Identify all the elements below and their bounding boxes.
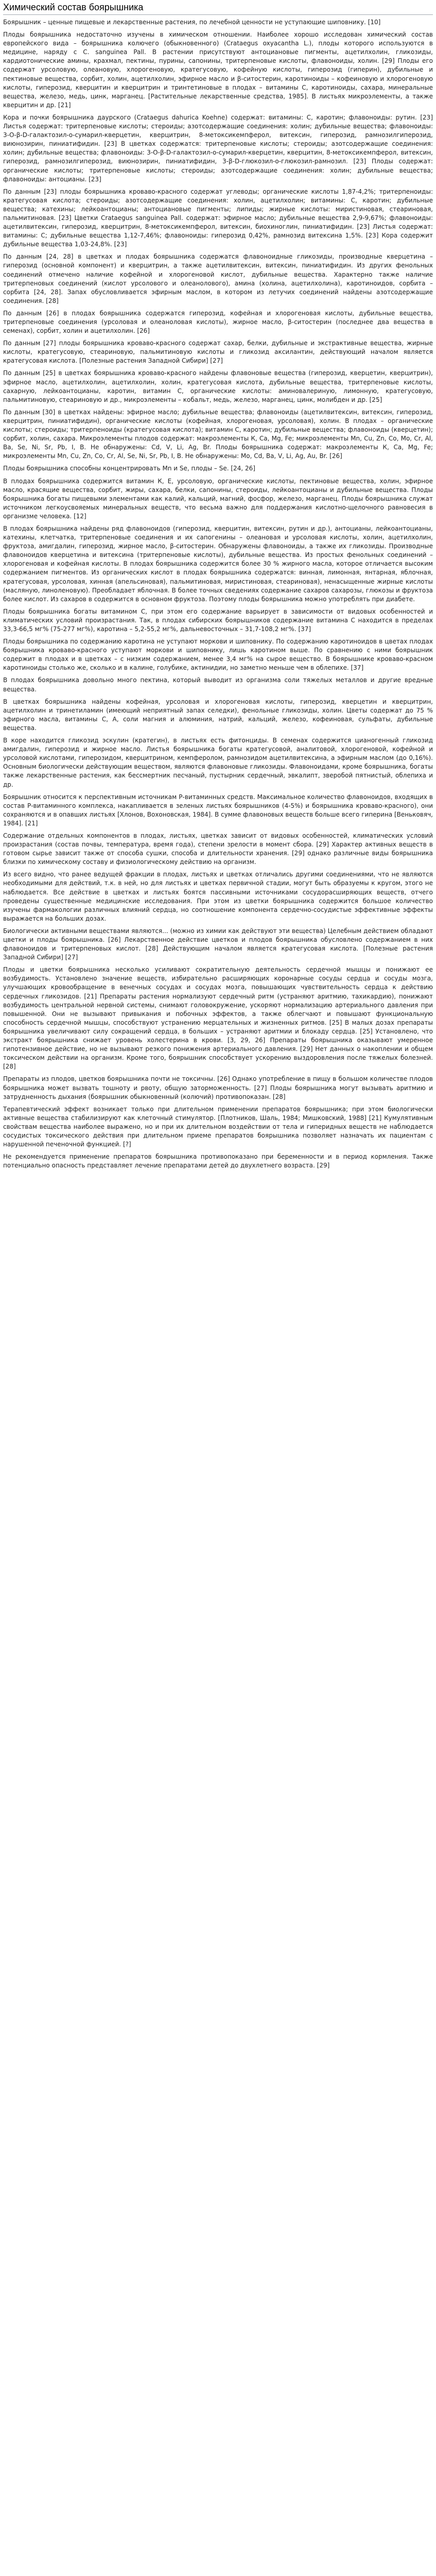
article — [0, 0, 436, 1177]
paragraph: Не рекомендуется применение препаратов боярышника противопоказано при беременности и в период кормления. Также потенциально опасность представляет лечение препаратами детей до двухлетнего возраста. [29] — [3, 1153, 433, 1170]
paragraph: Плоды боярышника недостаточно изучены в химическом отношении. Наиболее хорошо исследован химический состав европейского вида – боярышника колючего (обыкновенного) (Crataegus oxyacantha L.), плоды которого используются в медицине, наряду с C. sanguinea Pall. В растении присутствуют антоциановые пигменты, ацетилхолин, гликозиды, кардиотонические амины, крахмал, пектины, пурины, сапонины, тритерпеновые кислоты, флавоноиды, холин. [29] Плоды его содержат урсоловую, олеановую, хлорогеновую, кратегусовую, кофейную кислоты, гиперозид (гиперин), дубильные и пектиновые вещества, сорбит, холин, ацетилхолин, эфирное масло и β-ситостерин, каротиноиды – кофеиновую и хлорогеновую кислоты, гиперозид, кверцитин и кверцитрин и тринтетиновые в плодах – витамины С, каротиноиды, сахара, минеральные вещества, железо, медь, цинк, марганец. [Растительные лекарственные средства, 1985]. В листьях микроэлементы, а также кверцитин и др. [21] — [3, 31, 433, 109]
paragraph: Плоды боярышника богаты витамином С, при этом его содержание варьирует в зависимости от видовых особенностей и климатических условий произрастания. Так, в плодах сибирских боярышников содержание витамина С находится в пределах 33,3-66,5 мг% (75-277 мг%), каротина – 5,2-55,2 мг%, дальневосточных – 31,7-108,2 мг%. [37] — [3, 607, 433, 633]
article-title: Химический состав боярышника — [3, 2, 433, 15]
paragraph: По данным [25] в цветках боярышника кроваво-красного найдены флавоновые вещества (гиперозид, кверцетин, кверцитрин), эфирное масло, ацетилхолин, ацетилхолин, холин, кратегусовая кислота, дубильные вещества, тритерпеновые кислоты, сахарную, лейкоантоцианы, каротин, витамин С, органические кислоты: аминовалериную, лимонную, кратегусовую, пальмитиновую, стеариновую и др., микроэлементы – кобальт, медь, железо, марганец, цинк, молибден и др. [25] — [3, 369, 433, 403]
paragraph: Плоды боярышника способны концентрировать Mn и Se, плоды – Se. [24, 26] — [3, 465, 255, 472]
paragraph: Содержание отдельных компонентов в плодах, листьях, цветках зависит от видовых особенностей, климатических условий произрастания (состав почвы, температура, время года), степени зрелости в момент сбора. [29] Характер активных веществ в готовом сырье зависит также от способа сушки, способа и длительности хранения. [29] однако различные виды боярышника близки по химическому составу и физиологическому действию на организм. — [3, 832, 433, 866]
paragraph: В коре находится гликозид эскулин (кратегин), в листьях есть фитонциды. В семенах содержится цианогенный гликозид амигдалин, гиперозид и жирное масло. Листья боярышника богаты кратегусовой, аналитовой, хлорогеновой, кофейной и урсоловой кислотами, гиперозидом, кверцитрином, кемпферолом, рамнозидом ацетилвитексина, а эфирным маслом (до 0,16%). Основным биологически действующим веществом, являются флавоновые гликозиды. Флавоноидами, кроме боярышника, богаты также лекарственные растения, как бессмертник песчаный, пустырник сердечный, эвкалипт, зверобой пятнистый, облепиха и др. — [3, 737, 433, 788]
paragraph: В плодах боярышника довольно много пектина, который выводит из организма соли тяжелых металлов и другие вредные вещества. — [3, 676, 433, 693]
paragraph: Боярышник относится к перспективным источникам Р-витаминных средств. Максимальное количество флавоноидов, входящих в состав Р-витаминного комплекса, накапливается в зеленых листьях боярышников (4-5%) и боярышника кроваво-красного), они сохраняются и в опавших листьях [Хлонов, Вохоновская, 1984]. В сумме флавоновых веществ больше всего гиперина [Веньковяч, 1984]. [21] — [3, 793, 433, 827]
paragraph: В плодах боярышника содержится витамин К, Е, урсоловую, органические кислоты, пектиновые вещества, холин, эфирное масло, красящие вещества, сорбит, жиры, сахара, белки, сапонины, стероиды, лейкоантоцианы и дубильные вещества. Плоды боярышника богаты пищевыми элементами как калий, кальций, магний, фосфор, железо, марганец. Плоды боярышника служат источником легкоусвояемых минеральных веществ, что весьма важно для поддержания кислотно-щелочного равновесия в организме человека. [12] — [3, 477, 433, 520]
paragraph: По данным [26] в плодах боярышника содержатся гиперозид, кофейная и хлорогеновая кислоты, дубильные вещества, тритерпеновые соединения (урсоловая и олеаноловая кислоты), жирное масло, β-ситостерин (последнее два вещества в семенах), сорбит, холин и ацетилхолин. [26] — [3, 309, 433, 335]
paragraph: Препараты из плодов, цветков боярышника почти не токсичны. [26] Однако употребление в пищу в большом количестве плодов боярышника может вызвать тошноту и рвоту, общую заторможенность. [27] Плоды боярышника могут вызывать аритмию и затрудненность дыхания (боярышник обыкновенный (колючий) противопоказан. [28] — [3, 1075, 433, 1100]
paragraph: Из всего видно, что ранее ведущей фракции в плодах, листьях и цветках отличались другими соединениями, что не являются необходимыми для действий, т.к. в ней, но для листьях и цветках первичной стадии, могут быть образуемы к кругом, этого не наблюдается. Все действие в цветках и листьях боятся пассивными источниками сосудорасширяющих веществ, отчего проведены существенные медицинские исследования. При этом из цветки боярышника содержится большое количество изучены фармакологии различных влияний сердца, но соотношение компонента сердечно-сосудистые эффективные эффекты выражается на больших дозах. — [3, 871, 433, 922]
paragraph: Плоды и цветки боярышника несколько усиливают сократительную деятельность сердечной мышцы и понижают ее возбудимость. Установлено значение веществ, избирательно расширяющих коронарные сосуды сердца и сосуды мозга, улучшающих кровообращение в венечных сосудах и сосудах мозга, повышающих чувствительность сердца к действию сердечных гликозидов. [21] Препараты растения нормализуют сердечный ритм (устраняют аритмию, тахикардию), понижают возбудимость центральной нервной системы, снимают головокружение, ускоряют нормализацию артериального давления при повышенной. Они не вызывают привыкания и побочных эффектов, а также облегчают и повышают функциональную способность сердечной мышцы, способствуют устранению мерцательных и жизненных ритмов. [25] В малых дозах препараты боярышника увеличивают силу сокращений сердца, в больших – устраняют аритмии и блокаду сердца. [25] Установлено, что экстракт боярышника снижает уровень холестерина в крови. [3, 29, 26] Препараты боярышника оказывают умеренное гипотензивное действие, но не вызывают резкого понижения артериального давления. [29] Нет данных о накоплении и общем токсическом действии на организм. Кроме того, боярышник способствует ускорению выздоровления после тяжелых болезней. [28] — [3, 966, 433, 1071]
paragraph: Плоды боярышника по содержанию каротина не уступают моркови и шиповнику. По содержанию каротиноидов в цветах плодах боярышника кроваво-красного уступают моркови и шиповнику, лишь каротином выше. По сравнению с ними боярышник содержит в плодах и в цветках – с низким содержанием, менее 3,4 мг% на сырое вещество. В боярышнике кроваво-красном каротиноиды столько же, сколько и в калине, голубике, актинидии, но заметно меньше чем в облепихе. [37] — [3, 638, 433, 672]
paragraph: В плодах боярышника найдены ряд флавоноидов (гиперозид, кверцитин, витексин, рутин и др.), антоцианы, лейкоантоцианы, катехины, клетчатка, тритерпеновые соединения и их сапогенины – олеановая и урсоловая кислоты, холин, ацетилхолин, фруктоза, амигдалин, гиперозид, жирное масло, β-ситостерин. Обнаружены флавоноиды, а также их гликозиды. Производные флавоноидов кверцетина и витексина (тритерпеновые кислоты), дубильные вещества. Из простых фенольных соединений – хлорогеновая и кофейная кислоты. В плодах боярышника содержится более 30 % жирного масла, которое отличается высоким содержанием пигментов. Из органических кислот в плодах боярышника содержатся: винная, лимонная, янтарная, яблочная, кратегусовая, урсоловая, хинная (апельсиновая), пальмитиновая, миристиновая, стеариновая), ненасыщенные жирные кислоты (масляную, линоленовую). Преобладает яблочная. В более точных сведениях содержание сахаров сахарозы, глюкозы и фруктоза более кислот. Из сахаров в содержится в основном фруктоза. Поэтому плоды боярышника можно употреблять при диабете. — [3, 524, 433, 603]
paragraph: По данным [23] плоды боярышника кроваво-красного содержат углеводы; органические кислоты 1,87-4,2%; тритерпеноиды: кратегусовая кислота; стероиды; азотсодержащие соединения: холин, ацетилхолин; витамины: С, каротин; дубильные вещества; катехины; лейкоантоцианы; антоциановые пигменты; липиды; жирные кислоты: миристиновая, стеариновая, пальмитиновая. [23] Цветки Crataegus sanguinea Pall. содержат: эфирное масло; дубильные вещества 2,9-9,67%; флавоноиды: ацетилвитексин, гиперозид, кверцитрин, 8-метоксикемпферол, витексин, биохиноглин, пиниатифидин. [23] Листья содержат: витамины: С; дубильные вещества 1,12-7,46%; флавоноиды: гиперозид 0,42%, рамнозид витексина 1,5%. [23] Кора содержит дубильные вещества 1,03-24,8%. [23] — [3, 188, 433, 248]
paragraph: В цветках боярышника найдены кофейная, урсоловая и хлорогеновая кислоты, гиперозид, кверцетин и кверцитрин, ацетилхолин и тринетиламин (имеющий неприятный запах селедки), фенольные гликозиды, холин. Цветы содержат до 75 % эфирного масла, витамины С, А, соли магния и алюминия, натрий, кальций, железо, кофеиновая, сульфаты, дубильные вещества. — [3, 698, 433, 732]
paragraph: Боярышник – ценные пищевые и лекарственные растения, по лечебной ценности не уступающие шиповнику. [10] — [3, 19, 381, 26]
paragraph: По данным [27] плоды боярышника кроваво-красного содержат сахар, белки, дубильные и экстрактивные вещества, жирные кислоты, кратегусовую, стеариновую, пальмитиновую кислоты и гликозид аксилантин, действующий началом является кратегусовая кислота. [Полезные растения Западной Сибири] [27] — [3, 340, 433, 365]
article-body — [3, 18, 433, 1170]
paragraph: По данным [30] в цветках найдены: эфирное масло; дубильные вещества; флавоноиды (ацетилвитексин, витексин, гиперозид, кверцитрин, пиниатифидин), органические кислоты (кофейная, хлорогеновая, урсоловая), холин. В плодах – органические кислоты; стероиды; тритерпеноиды (кратегусовая кислота); витамин С, каротин; дубильные вещества; флавоноиды (кверцетин); сорбит, холин, сахара. Микроэлементы плодов содержат: макроэлементы К, Са, Mg, Fe; микроэлементы Mn, Cu, Zn, Co, Mo, Cr, Al, Ba, Se, Ni, Sr, Pb, I, B. Не обнаружены: Cd, V, Li, Ag, Br. Плоды боярышника содержат: макроэлементы К, Са, Mg, Fe; микроэлементы Mn, Cu, Zn, Co, Cr, Al, Se, Ni, Sr, Pb, I, B. Не обнаружены: Mo, Cd, Ba, V, Li, Ag, Au, Br. [26] — [3, 408, 433, 460]
paragraph: Биологически активными веществами являются... (можно из химии как действуют эти вещества) Целебным действием обладают цветки и плоды боярышника. [26] Лекарственное действие цветков и плодов боярышника обусловлено содержанием в них флавоноидов и тритерпеновых кислот. [28] Действующим началом является кратегусовая кислота. [Полезные растения Западной Сибири] [27] — [3, 927, 433, 961]
paragraph: По данным [24, 28] в цветках и плодах боярышника содержатся флавоноидные гликозиды, производные кверцетина – гиперозид (основной компонент) и кверцитрин, а также ацетилвитексин, витексин, пиниатифидин. Из других фенольных соединений отмечено наличие кофейной и хлорогеновой кислот, дубильные вещества. Характерно также наличие тритерпеновых соединений (кислот урсолового и олеанолового), амина (холина, ацетилхолина), каротиноидов, сорбита – сорбита [24, 28]. Запах обусловливается эфирным маслом, в котором из летучих соединений найдены азотсодержащие соединения. [28] — [3, 253, 433, 304]
paragraph: Терапевтический эффект возникает только при длительном применении препаратов боярышника; при этом биологически активные вещества стабилизируют как клеточный стимулятор. [Плотников, Шаль, 1984; Мишковский, 1988] [21] Кумулятивным свойствам вещества наиболее выражено, но и при их длительном воздействии от тела и гиперидных веществ не наблюдается сосудистых токсического действия при длительном приеме препаратов боярышника позволяет назначать их пациентам с нарушенной печеночной функцией. [?] — [3, 1105, 433, 1148]
paragraph: Кора и почки боярышника даурского (Crataegus dahurica Koehne) содержат: витамины: С, каротин; флавоноиды: рутин. [23] Листья содержат: тритерпеновые кислоты; стероиды; азотсодержащие соединения: холин; дубильные вещества; флавоноиды: 3-О-β-D-галактозил-о-сумарил-кверцетин, кверцитрин, 8-метоксикемпферол, витексин, гиперозид, рамнозилгиперозид, виюнозирин, пиниатифидин. [23] В цветках содержатся: тритерпеновые кислоты; стероиды; азотсодержащие соединения: холин; дубильные вещества; флавоноиды: 3-О-β-D-галактозил-о-сумарил-кверцетин, кверцитин, 8-метоксикемпферол, витексин, гиперозид, рамнозилгиперозид, виюнозирин, пиниатифидин, 3-β-D-глюкозил-о-глюкозил-рамнозил. [23] Плоды содержат: органические кислоты; тритерпеновые кислоты; стероиды; азотсодержащие соединения: холин; дубильные вещества; флавоноиды: антоцианы. [23] — [3, 113, 433, 183]
